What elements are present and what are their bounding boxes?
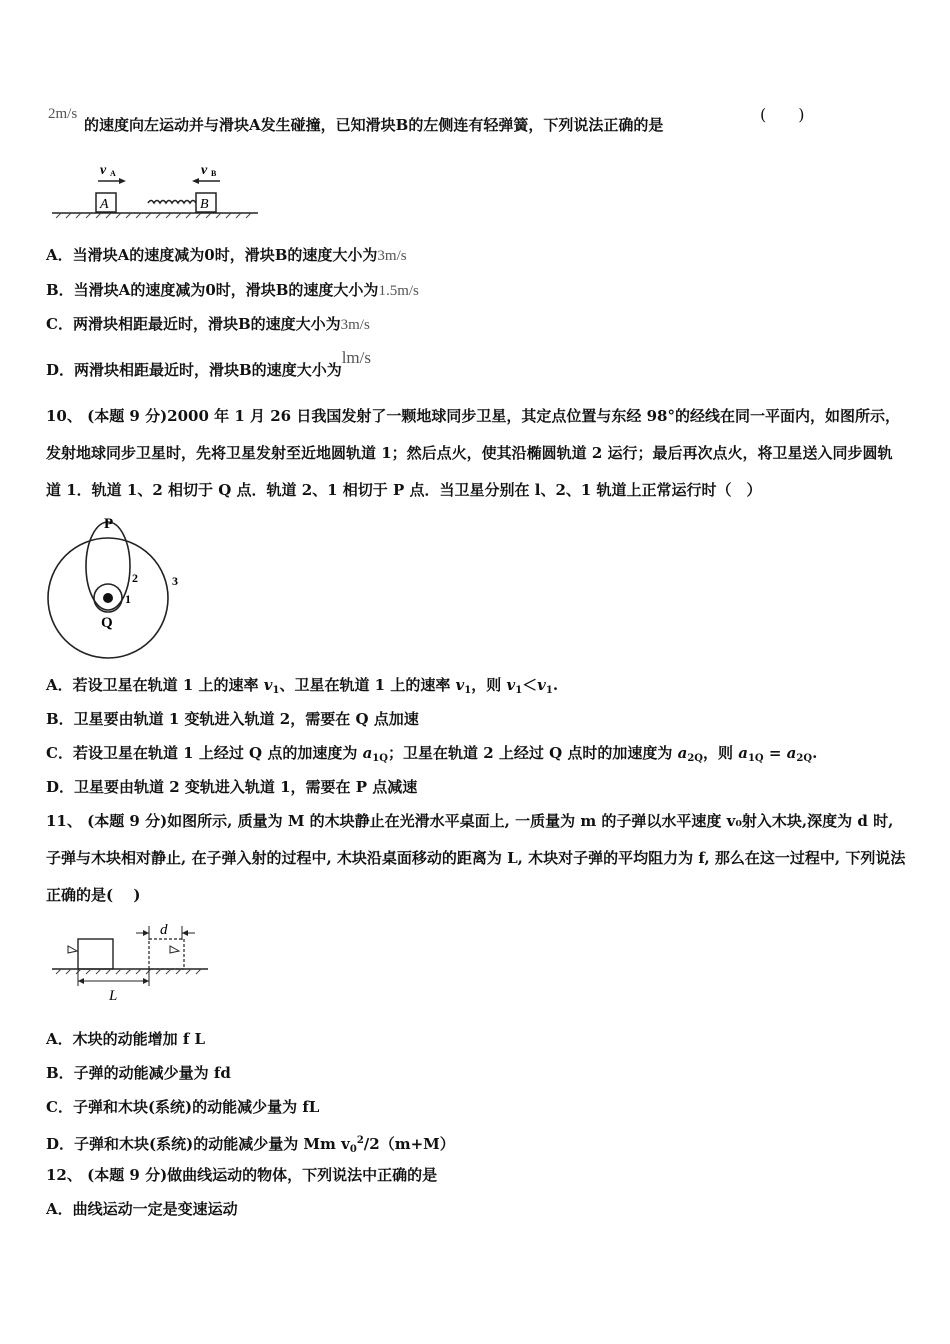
q11-fig-L-label: L bbox=[109, 988, 118, 1004]
q12-option-a: A．曲线运动一定是变速运动 bbox=[46, 1200, 238, 1218]
q9-option-b: B．当滑块A的速度减为0时，滑块B的速度大小为1.5m/s bbox=[46, 281, 419, 299]
q9-option-c: C．两滑块相距最近时，滑块B的速度大小为3m/s bbox=[46, 315, 370, 333]
q11-figure bbox=[48, 918, 213, 1008]
q10-fig-Q: Q bbox=[101, 615, 113, 631]
q10-fig-earth bbox=[103, 593, 113, 603]
q9-fig-vA: v bbox=[100, 163, 107, 178]
q10-fig-orbit3-label: 3 bbox=[172, 574, 178, 588]
q11-fig-bullet-start bbox=[68, 946, 77, 953]
q9-fig-block-B-label: B bbox=[200, 197, 209, 212]
q9-fig-vA-sub: A bbox=[110, 169, 116, 178]
q11-stem: 11、 (本题 9 分)如图所示, 质量为 M 的木块静止在光滑水平桌面上, 一质量为 m 的子弹以水平速度 v₀射入木块,深度为 d 时, 子弹与木块相对静止, 在子弹入射的过程中, 木块沿桌面移动的距离为 L, 木块对子弹的平均阻力为 f, 那么在这一过程中, 下列说法正确的是( ) bbox=[46, 812, 906, 904]
q10-fig-orbit2-label: 2 bbox=[132, 571, 138, 585]
q9-option-a: A．当滑块A的速度减为0时，滑块B的速度大小为3m/s bbox=[46, 246, 407, 264]
q9-fig-vB: v bbox=[201, 163, 208, 178]
q10-option-b: B．卫星要由轨道 1 变轨进入轨道 2，需要在 Q 点加速 bbox=[46, 710, 419, 728]
q9-fig-spring bbox=[148, 201, 196, 204]
q10-option-c: C．若设卫星在轨道 1 上经过 Q 点的加速度为 $a_{1Q}$；卫星在轨道 2 上经过 Q 点时的加速度为 $a_{2Q}$，则 $a_{1Q} = a_{2Q}$. bbox=[46, 744, 818, 764]
q12-stem: 12、 (本题 9 分)做曲线运动的物体，下列说法中正确的是 bbox=[46, 1166, 438, 1184]
q10-figure bbox=[42, 512, 192, 662]
q11-option-c: C．子弹和木块(系统)的动能减少量为 fL bbox=[46, 1098, 320, 1116]
q9-figure bbox=[48, 156, 263, 222]
q9-fig-block-A-label: A bbox=[100, 197, 109, 212]
q10-option-d: D．卫星要由轨道 2 变轨进入轨道 1，需要在 P 点减速 bbox=[46, 778, 418, 796]
q9-fig-vB-sub: B bbox=[211, 169, 217, 178]
q11-fig-bullet-end bbox=[170, 946, 179, 953]
q11-fig-d-arrowhead-right bbox=[182, 930, 188, 936]
q9-paren: ( ) bbox=[760, 105, 805, 124]
q9-fig-arrowhead-left bbox=[192, 178, 199, 184]
q11-fig-block-end bbox=[149, 939, 184, 969]
q9-stem: 的速度向左运动并与滑块A发生碰撞，已知滑块B的左侧连有轻弹簧，下列说法正确的是 bbox=[84, 116, 664, 134]
q9-option-d: D．两滑块相距最近时，滑块B的速度大小为lm/s bbox=[46, 348, 371, 379]
q10-fig-P: P bbox=[104, 516, 114, 532]
q9-unit-top: 2m/s bbox=[48, 106, 78, 122]
q10-fig-orbit1-label: 1 bbox=[125, 592, 131, 606]
q10-option-a: A．若设卫星在轨道 1 上的速率 $v_1$、卫星在轨道 1 上的速率 $v_1$，则 $v_1<v_1$. bbox=[46, 676, 559, 696]
q11-option-a: A．木块的动能增加 f L bbox=[46, 1030, 206, 1048]
q10-stem: 10、 (本题 9 分)2000 年 1 月 26 日我国发射了一颗地球同步卫星，其定点位置与东经 98°的经线在同一平面内，如图所示，发射地球同步卫星时，先将卫星发射至近地圆轨道 1；然后点火，使其沿椭圆轨道 2 运行；最后再次点火，将卫星送入同步圆轨道 1．轨道 1、2 相切于 Q 点．轨道 2、1 相切于 P 点．当卫星分别在 l、2、1 轨道上正常运行时（ ） bbox=[46, 407, 900, 499]
q11-option-d: D．子弹和木块(系统)的动能减少量为 Mm $v_0^2/2(m+M)$ bbox=[46, 1135, 455, 1155]
q11-fig-d-label: d bbox=[160, 922, 168, 938]
q11-option-b: B．子弹的动能减少量为 fd bbox=[46, 1064, 231, 1082]
q11-fig-d-arrowhead-left bbox=[143, 930, 149, 936]
q11-fig-block-start bbox=[78, 939, 113, 969]
q9-fig-arrowhead-right bbox=[119, 178, 126, 184]
q11-fig-L-arrowhead-left bbox=[78, 978, 84, 984]
q11-fig-L-arrowhead-right bbox=[143, 978, 149, 984]
